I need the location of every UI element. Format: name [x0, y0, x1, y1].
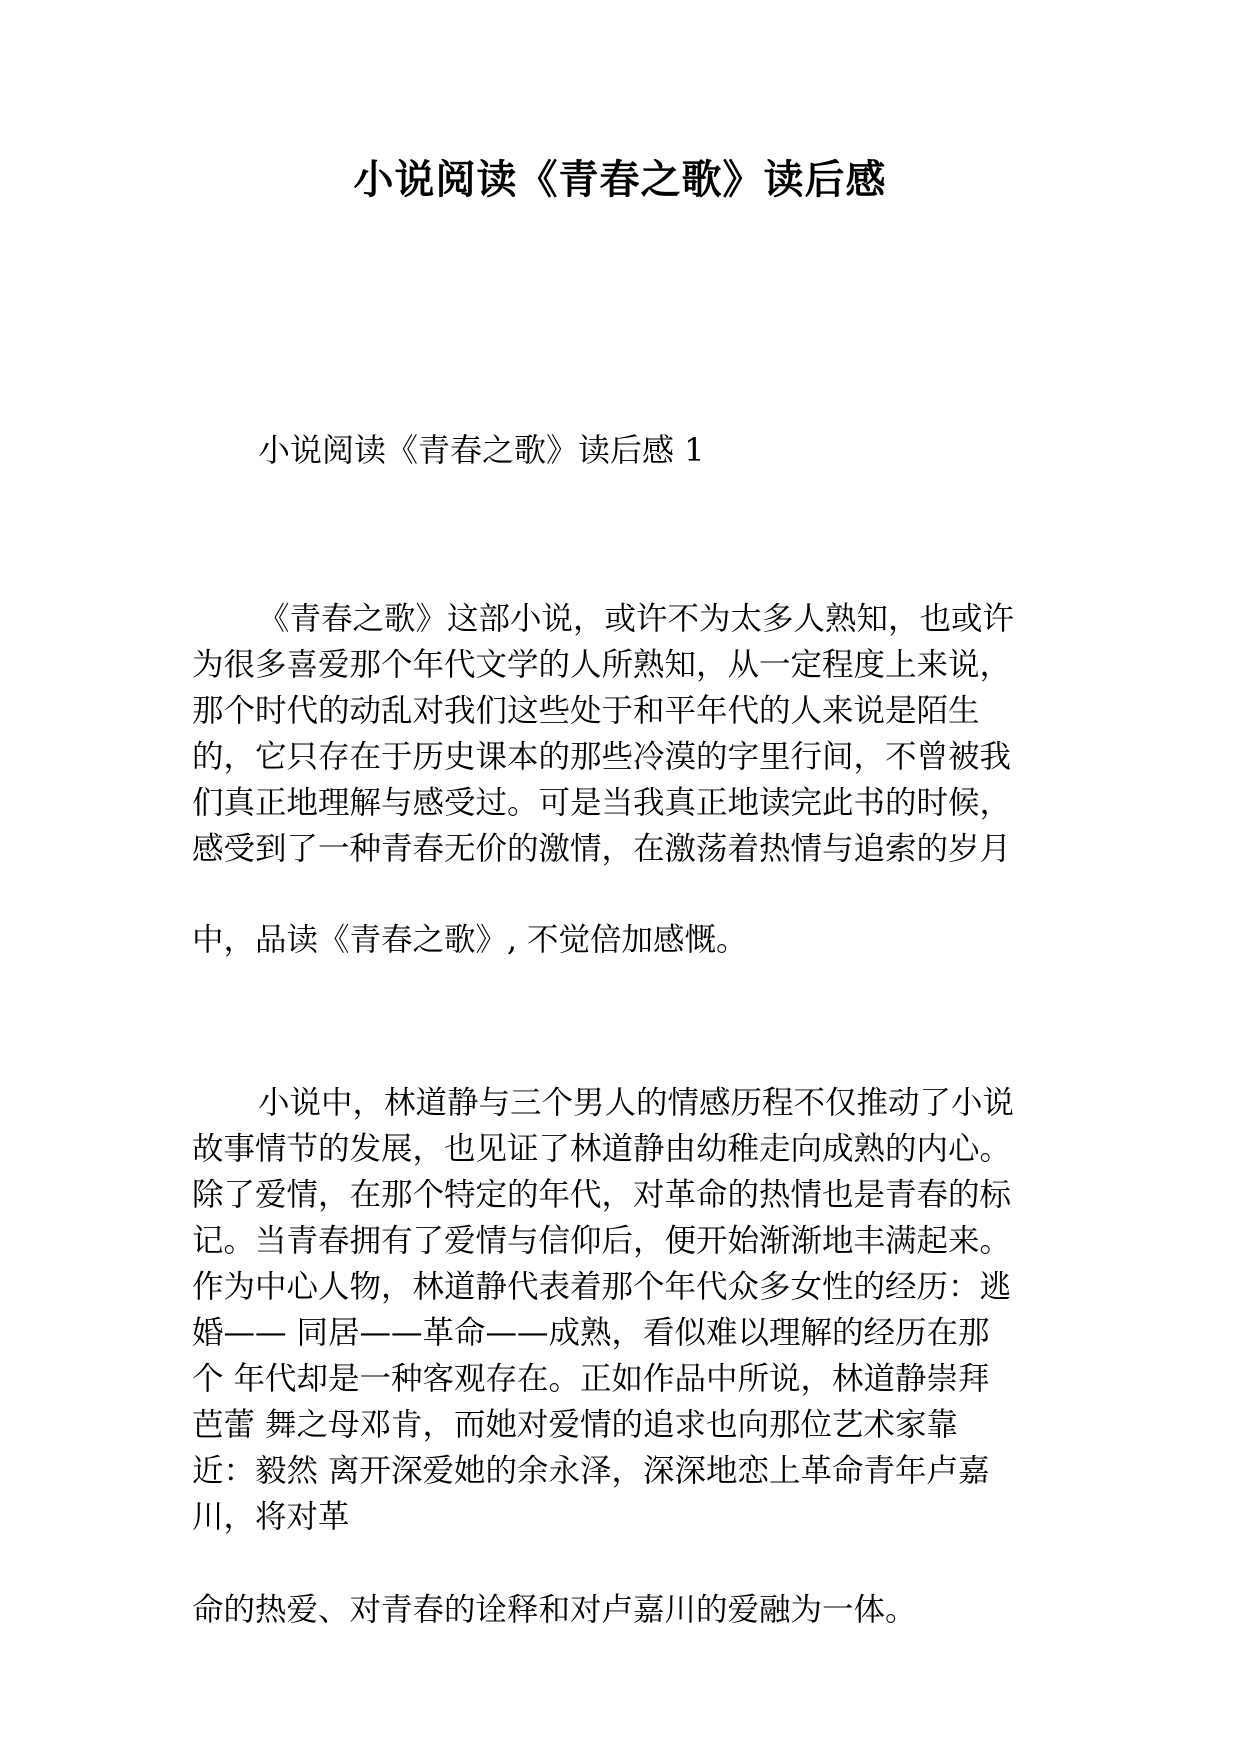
document-title: 小说阅读《青春之歌》读后感 [353, 157, 887, 203]
paragraph-line: 个 年代却是一种客观存在。正如作品中所说，林道静崇拜 [192, 1361, 990, 1397]
paragraph-line: 为很多喜爱那个年代文学的人所熟知，从一定程度上来说， [192, 647, 1012, 683]
paragraph-line: 川，将对革 [192, 1499, 350, 1535]
paragraph-line: 故事情节的发展，也见证了林道静由幼稚走向成熟的内心。 [192, 1131, 1012, 1167]
paragraph-line: 小说中，林道静与三个男人的情感历程不仅推动了小说 [258, 1085, 1015, 1121]
paragraph-1 [192, 596, 1052, 872]
paragraph-line: 芭蕾 舞之母邓肯，而她对爱情的追求也向那位艺术家靠 [192, 1407, 959, 1443]
paragraph-line: 婚—— 同居——革命——成熟，看似难以理解的经历在那 [192, 1315, 990, 1351]
paragraph-1-last-line: 中，品读《青春之歌》, 不觉倍加感慨。 [192, 922, 748, 958]
paragraph-line: 记。当青春拥有了爱情与信仰后，便开始渐渐地丰满起来。 [192, 1223, 1012, 1259]
paragraph-2 [192, 1080, 1052, 1540]
section-heading: 小说阅读《青春之歌》读后感 1 [258, 431, 705, 469]
paragraph-line: 的，它只存在于历史课本的那些冷漠的字里行间，不曾被我 [192, 739, 1012, 775]
paragraph-2-last-line: 命的热爱、对青春的诠释和对卢嘉川的爱融为一体。 [192, 1592, 917, 1628]
paragraph-line: 《青春之歌》这部小说，或许不为太多人熟知，也或许 [258, 601, 1015, 637]
paragraph-line: 感受到了一种青春无价的激情，在激荡着热情与追索的岁月 [192, 831, 1012, 867]
paragraph-line: 除了爱情，在那个特定的年代，对革命的热情也是青春的标 [192, 1177, 1012, 1213]
paragraph-line: 作为中心人物，林道静代表着那个年代众多女性的经历：逃 [192, 1269, 1012, 1305]
paragraph-line: 们真正地理解与感受过。可是当我真正地读完此书的时候， [192, 785, 1012, 821]
paragraph-line: 那个时代的动乱对我们这些处于和平年代的人来说是陌生 [192, 693, 980, 729]
paragraph-line: 近：毅然 离开深爱她的余永泽，深深地恋上革命青年卢嘉 [192, 1453, 990, 1489]
